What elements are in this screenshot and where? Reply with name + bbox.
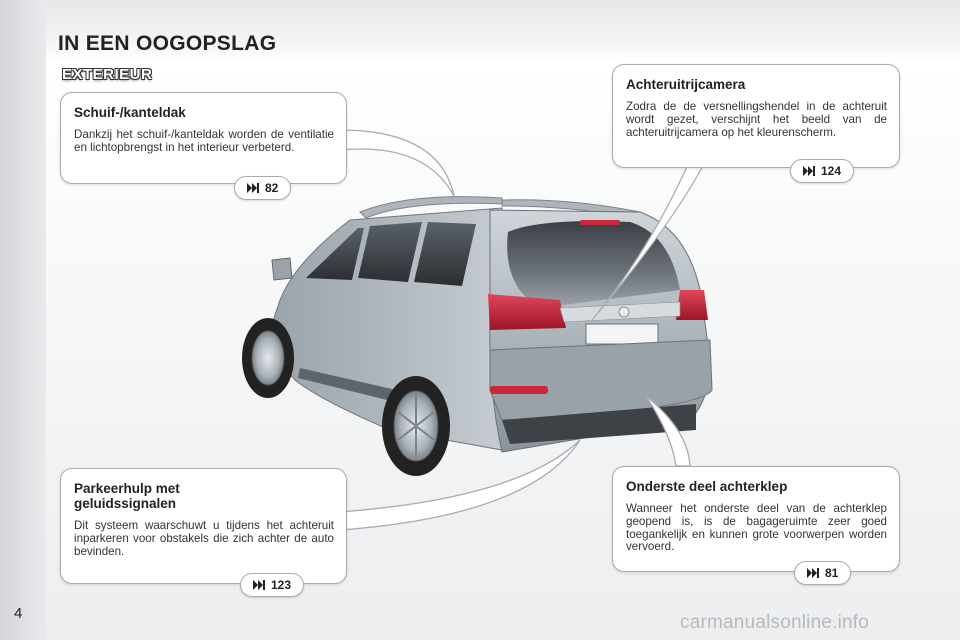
page-reference-number: 123 xyxy=(271,578,292,592)
callout-title: Parkeerhulp met geluidssignalen xyxy=(74,481,180,511)
page-reference-82[interactable] xyxy=(234,176,291,200)
page-number: 4 xyxy=(14,605,23,622)
page-reference-124[interactable] xyxy=(790,159,854,183)
suv-rear-view-image xyxy=(240,190,720,490)
callout-achteruitrijcamera xyxy=(612,64,900,168)
skip-forward-icon xyxy=(253,580,265,590)
callout-text: Wanneer het onderste deel van de achterklep geopend is, is de bagageruimte zeer goed toegankelijk en kunnen grote voorwerpen worden vervoerd. xyxy=(626,502,887,554)
page-reference-number: 124 xyxy=(821,164,842,178)
callout-schuif-kanteldak xyxy=(60,92,347,184)
section-title: EXTERIEUR xyxy=(62,66,153,83)
callout-parkeerhulp xyxy=(60,468,347,584)
skip-forward-icon xyxy=(803,166,815,176)
page-reference-81[interactable] xyxy=(794,561,851,585)
car-illustration xyxy=(240,190,720,490)
watermark: carmanualsonline.info xyxy=(680,612,870,633)
skip-forward-icon xyxy=(807,568,819,578)
callout-text: Dankzij het schuif-/kanteldak worden de ventilatie en lichtopbrengst in het interieur verbeterd. xyxy=(74,128,334,154)
callout-title: Achteruitrijcamera xyxy=(626,77,746,92)
callout-text: Dit systeem waarschuwt u tijdens het achteruit inparkeren voor obstakels die zich achter de auto bevinden. xyxy=(74,519,334,558)
callout-title: Schuif-/kanteldak xyxy=(74,105,186,120)
page-title: IN EEN OOGOPSLAG xyxy=(58,32,277,55)
page-reference-number: 82 xyxy=(265,181,279,195)
callout-onderste-deel-achterklep xyxy=(612,466,900,572)
callout-text: Zodra de de versnellingshendel in de achteruit wordt gezet, verschijnt het beeld van de achteruitrijcamera op het kleurenscherm. xyxy=(626,100,887,139)
callout-title: Onderste deel achterklep xyxy=(626,479,788,494)
page-reference-123[interactable] xyxy=(240,573,304,597)
skip-forward-icon xyxy=(247,183,259,193)
left-margin-strip xyxy=(0,0,46,640)
page-reference-number: 81 xyxy=(825,566,839,580)
